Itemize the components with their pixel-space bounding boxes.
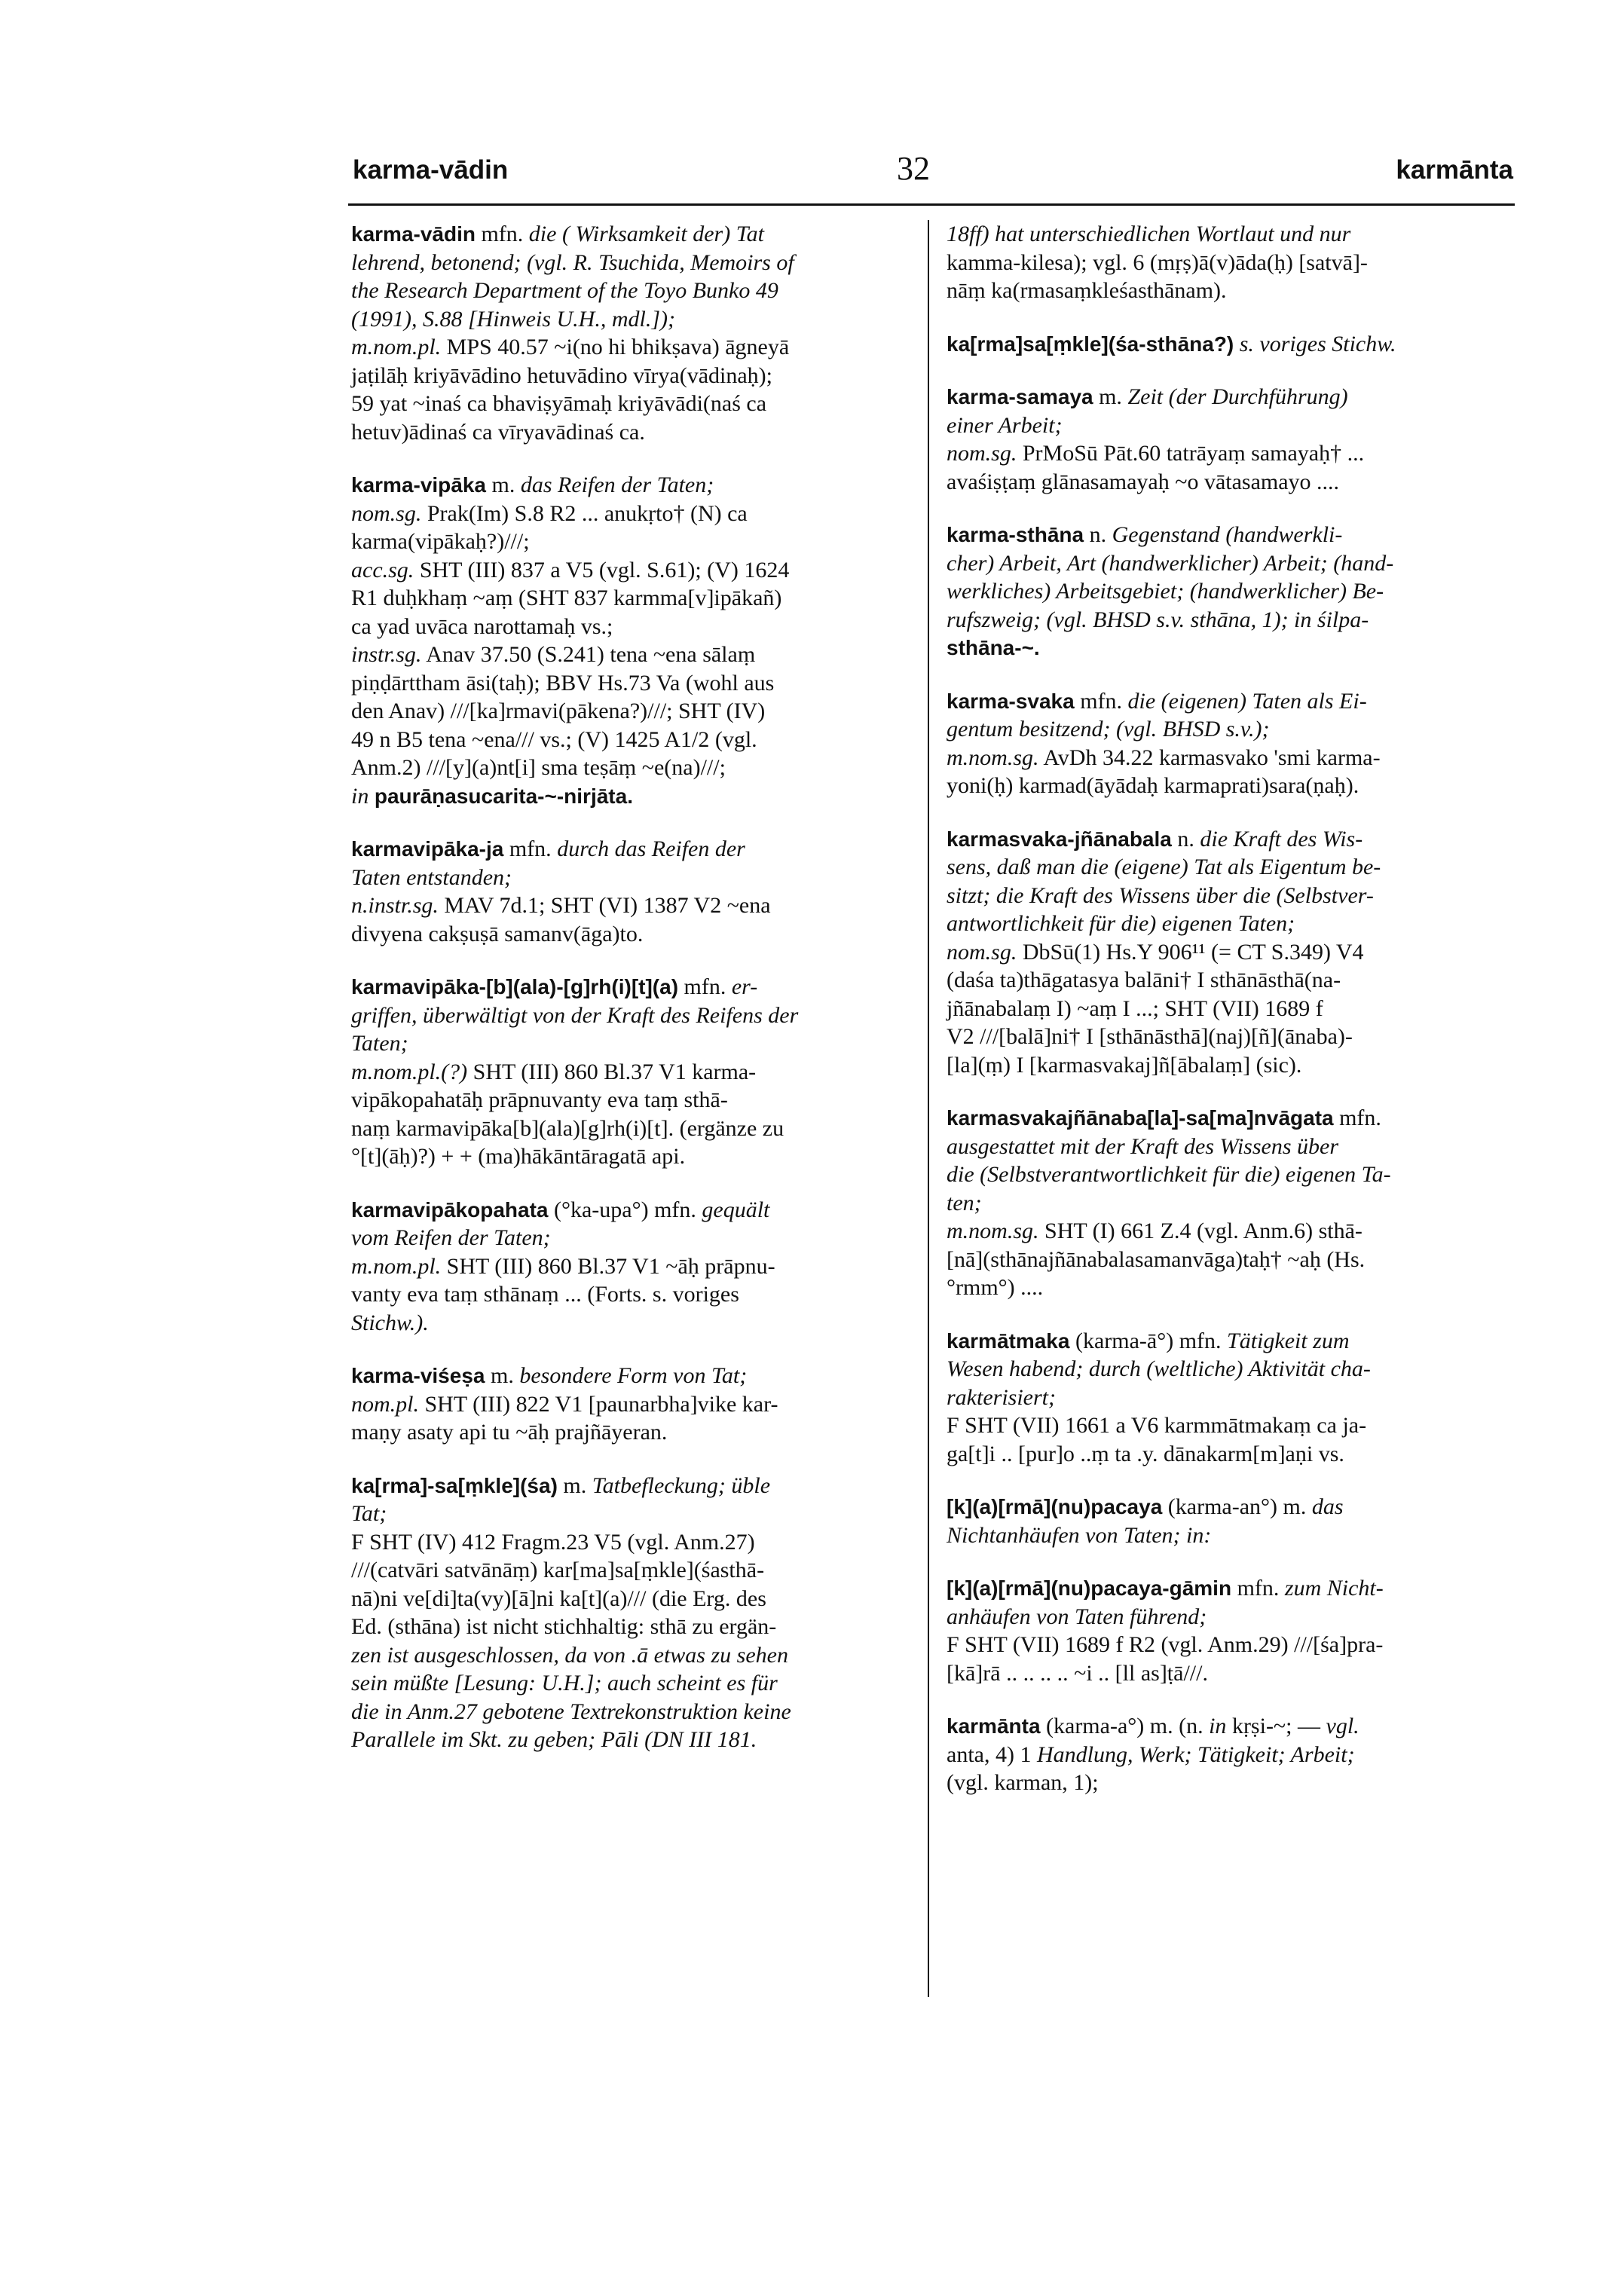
italic-text: Nichtanhäufen von Taten; in: xyxy=(947,1522,1212,1548)
entry-line xyxy=(947,1659,1508,1688)
entry-line xyxy=(351,1196,913,1225)
text-segment: SHT (III) 837 a V5 (vgl. S.61); (V) 1624 xyxy=(414,557,790,582)
headword: karmānta xyxy=(947,1714,1041,1738)
page-header xyxy=(353,150,1513,200)
dictionary-entry xyxy=(947,1712,1508,1797)
entry-line xyxy=(351,1390,913,1419)
entry-line xyxy=(351,277,913,305)
page-number: 32 xyxy=(897,150,930,187)
italic-text: das xyxy=(1311,1494,1344,1519)
text-segment: nā)ni ve[di]ta(vy)[ā]ni ka[t](a)/// (die Erg. des xyxy=(351,1585,766,1611)
dictionary-entry xyxy=(351,1362,913,1447)
italic-text: rufszweig; (vgl. BHSD s.v. sthāna, 1); in śilpa- xyxy=(947,607,1369,632)
entry-line xyxy=(947,1023,1508,1051)
italic-text: nom.sg. xyxy=(947,441,1017,466)
headword: karma-viśeṣa xyxy=(351,1364,485,1387)
dictionary-entry xyxy=(947,687,1508,800)
italic-text: vom Reifen der Taten; xyxy=(351,1225,551,1250)
entry-line xyxy=(351,249,913,277)
entry-line xyxy=(947,1355,1508,1384)
entry-line xyxy=(947,995,1508,1023)
headword: ka[rma]-sa[ṃkle](śa) xyxy=(351,1473,558,1497)
entry-line xyxy=(351,362,913,390)
italic-text: m.nom.pl.(?) xyxy=(351,1059,468,1084)
italic-text: die (Selbstverantwortlichkeit für die) eigenen Ta- xyxy=(947,1162,1391,1187)
entry-line xyxy=(351,697,913,726)
entry-line xyxy=(947,606,1508,634)
dictionary-entry xyxy=(351,835,913,948)
italic-text: vgl. xyxy=(1326,1714,1359,1738)
text-segment: F SHT (IV) 412 Fragm.23 V5 (vgl. Anm.27) xyxy=(351,1529,755,1555)
italic-text: sens, daß man die (eigene) Tat als Eigentum be- xyxy=(947,855,1381,879)
entry-line xyxy=(351,754,913,782)
text-segment: m. xyxy=(485,1363,520,1388)
italic-text: in xyxy=(1209,1714,1227,1738)
dictionary-entry xyxy=(351,220,913,446)
entry-line xyxy=(947,687,1508,716)
entry-line xyxy=(947,1411,1508,1440)
headword: karma-vipāka xyxy=(351,473,487,497)
italic-text: Handlung, Werk; Tätigkeit; Arbeit; xyxy=(1036,1741,1355,1767)
dictionary-entry xyxy=(947,1104,1508,1302)
text-segment: ///(catvāri satvānāṃ) kar[ma]sa[ṃkle](śasthā- xyxy=(351,1558,765,1582)
italic-text: werkliches) Arbeitsgebiet; (handwerklicher) Be- xyxy=(947,579,1384,604)
text-segment: (karma-a°) m. (n. xyxy=(1040,1714,1210,1738)
entry-line xyxy=(351,891,913,920)
entry-line xyxy=(947,1246,1508,1274)
entry-line xyxy=(947,439,1508,468)
text-segment: 49 n B5 tena ~ena/// vs.; (V) 1425 A1/2 (vgl. xyxy=(351,726,757,752)
italic-text: zen ist ausgeschlossen, da von .ā etwas zu sehen xyxy=(351,1642,788,1668)
dictionary-entry xyxy=(947,1327,1508,1469)
entry-line xyxy=(947,1327,1508,1356)
headword: [k](a)[rmā](nu)pacaya-gāmin xyxy=(947,1576,1232,1600)
text-segment: (daśa ta)thāgatasya balāni† I sthānāsthā(na- xyxy=(947,968,1341,992)
entry-line xyxy=(947,882,1508,910)
italic-text: instr.sg. xyxy=(351,642,422,667)
italic-text: besondere Form von Tat; xyxy=(519,1363,748,1388)
italic-text: acc.sg. xyxy=(351,557,414,582)
entry-line xyxy=(351,782,913,811)
entry-line xyxy=(351,1224,913,1252)
text-segment: mfn. xyxy=(678,974,732,999)
entry-line xyxy=(351,1418,913,1447)
entry-line xyxy=(947,249,1508,277)
italic-text: n.instr.sg. xyxy=(351,893,439,918)
text-segment: naṃ karmavipāka[b](ala)[g]rh(i)[t]. (ergänze zu xyxy=(351,1115,784,1141)
italic-text: Tätigkeit zum xyxy=(1227,1328,1350,1353)
text-segment: kṛṣi-~; — xyxy=(1226,1714,1326,1738)
text-segment: hetuv)ādinaś ca vīryavādinaś ca. xyxy=(351,419,645,445)
entry-line xyxy=(351,1585,913,1613)
entry-line xyxy=(351,1058,913,1087)
italic-text: Tat; xyxy=(351,1501,387,1526)
text-segment: SHT (III) 860 Bl.37 V1 karma- xyxy=(467,1059,757,1084)
text-segment: MAV 7d.1; SHT (VI) 1387 V2 ~ena xyxy=(438,893,771,918)
text-segment: vipākopahatāḥ prāpnuvanty eva taṃ sthā- xyxy=(351,1087,728,1112)
text-segment: karma(vipākaḥ?)///; xyxy=(351,529,530,554)
entry-line xyxy=(947,220,1508,249)
entry-line xyxy=(947,1189,1508,1218)
dictionary-entry xyxy=(351,471,913,810)
text-segment: PrMoSū Pāt.60 tatrāyaṃ samayaḥ† ... xyxy=(1017,441,1365,466)
entry-line xyxy=(351,471,913,500)
text-segment: AvDh 34.22 karmasvako 'smi karma- xyxy=(1038,745,1381,770)
headword: karmātmaka xyxy=(947,1329,1070,1353)
entry-line xyxy=(351,333,913,362)
italic-text: m.nom.pl. xyxy=(351,1253,442,1279)
text-segment: mfn. xyxy=(475,222,529,246)
text-segment: °rmm°) .... xyxy=(947,1275,1044,1300)
italic-text: m.nom.sg. xyxy=(947,1219,1039,1243)
italic-text: antwortlichkeit für die) eigenen Taten; xyxy=(947,911,1295,936)
entry-line xyxy=(947,277,1508,305)
text-segment: Anm.2) ///[y](a)nt[i] sma teṣāṃ ~e(na)///; xyxy=(351,755,726,780)
italic-text: Stichw.). xyxy=(351,1310,429,1335)
text-segment: °[t](āḥ)?) + + (ma)hākāntāragatā api. xyxy=(351,1144,686,1169)
italic-text: ten; xyxy=(947,1190,982,1215)
italic-text: (1991), S.88 [Hinweis U.H., mdl.]); xyxy=(351,306,675,332)
text-segment: mfn. xyxy=(503,836,558,861)
headword: karma-vādin xyxy=(351,222,476,246)
entry-line xyxy=(947,330,1508,359)
italic-text: zum Nicht- xyxy=(1284,1576,1384,1601)
entry-line xyxy=(947,1574,1508,1603)
entry-line xyxy=(947,715,1508,744)
entry-line xyxy=(947,383,1508,411)
text-segment: R1 duḥkhaṃ ~aṃ (SHT 837 karmma[v]ipākañ) xyxy=(351,586,782,610)
left-column xyxy=(351,220,913,1779)
entry-line xyxy=(351,1115,913,1143)
text-segment: F SHT (VII) 1689 f R2 (vgl. Anm.29) ///[śa]pra- xyxy=(947,1632,1384,1657)
text-segment: maṇy asaty api tu ~āḥ prajñāyeran. xyxy=(351,1420,668,1445)
entry-line xyxy=(947,1521,1508,1550)
entry-line xyxy=(351,220,913,249)
italic-text: s. voriges Stichw. xyxy=(1234,331,1396,356)
entry-line xyxy=(947,1603,1508,1631)
text-segment: 59 yat ~inaś ca bhaviṣyāmaḥ kriyāvādi(naś ca xyxy=(351,391,767,416)
dictionary-entry xyxy=(947,521,1508,662)
italic-text: das Reifen der Taten; xyxy=(520,472,714,497)
entry-line xyxy=(351,920,913,949)
entry-line xyxy=(947,1741,1508,1769)
text-segment: n. xyxy=(1084,522,1112,547)
italic-text: sein müßte [Lesung: U.H.]; auch scheint es für xyxy=(351,1671,778,1696)
entry-line xyxy=(351,1280,913,1309)
italic-text: lehrend, betonend; (vgl. R. Tsuchida, Memoirs of xyxy=(351,249,794,275)
text-segment: SHT (III) 822 V1 [paunarbha]vike kar- xyxy=(419,1391,778,1417)
headword: karmavipāka-[b](ala)-[g]rh(i)[t](a) xyxy=(351,975,679,998)
headword: karmavipāka-ja xyxy=(351,837,504,861)
italic-text: die ( Wirksamkeit der) Tat xyxy=(528,222,764,246)
text-segment: avaśiṣṭaṃ glānasamayaḥ ~o vātasamayo .... xyxy=(947,469,1340,494)
entry-line xyxy=(351,1309,913,1338)
dictionary-entry xyxy=(947,330,1508,359)
headword: karma-samaya xyxy=(947,385,1093,408)
text-segment: piṇḍārttham āsi(taḥ); BBV Hs.73 Va (wohl aus xyxy=(351,670,775,696)
text-segment: F SHT (VII) 1661 a V6 karmmātmakaṃ ca ja- xyxy=(947,1413,1367,1438)
dictionary-entry xyxy=(947,825,1508,1080)
text-segment: Anav 37.50 (S.241) tena ~ena sālaṃ xyxy=(421,642,756,667)
text-segment: vanty eva taṃ sthānaṃ ... (Forts. s. voriges xyxy=(351,1282,739,1307)
italic-text: Tatbefleckung; üble xyxy=(592,1472,771,1498)
entry-line xyxy=(947,938,1508,967)
header-left-guideword: karma-vādin xyxy=(353,155,509,185)
italic-text: sitzt; die Kraft des Wissens über die (Selbstver- xyxy=(947,882,1374,908)
entry-line xyxy=(351,613,913,641)
text-segment: m. xyxy=(486,472,521,497)
entry-line xyxy=(351,1001,913,1030)
entry-line xyxy=(351,1528,913,1557)
entry-line xyxy=(947,521,1508,549)
italic-text: durch das Reifen der xyxy=(557,836,745,861)
italic-text: nom.sg. xyxy=(947,939,1017,965)
entry-line xyxy=(947,853,1508,882)
entry-line xyxy=(947,1440,1508,1469)
entry-line xyxy=(947,1104,1508,1133)
italic-text: nom.pl. xyxy=(351,1391,419,1417)
text-segment: ga[t]i .. [pur]o ..ṃ ta .y. dānakarm[m]aṇi vs. xyxy=(947,1441,1344,1466)
headword: karmavipākopahata xyxy=(351,1197,549,1222)
entry-line xyxy=(947,1493,1508,1521)
entry-line xyxy=(351,556,913,585)
text-segment: yoni(ḥ) karmad(āyādaḥ karmaprati)sara(ṇaḥ). xyxy=(947,773,1359,798)
entry-line xyxy=(351,973,913,1001)
italic-text: anhäufen von Taten führend; xyxy=(947,1604,1207,1629)
header-rule xyxy=(348,203,1515,206)
right-column xyxy=(947,220,1508,1822)
entry-line xyxy=(351,864,913,892)
text-segment: [la](ṃ) I [karmasvakaj]ñ[ābalaṃ] (sic). xyxy=(947,1052,1302,1078)
entry-line xyxy=(351,726,913,754)
italic-text: cher) Arbeit, Art (handwerklicher) Arbeit; (hand- xyxy=(947,550,1394,576)
entry-line xyxy=(947,744,1508,772)
text-segment: mfn. xyxy=(1333,1105,1381,1130)
italic-text: Parallele im Skt. zu geben; Pāli (DN III 181. xyxy=(351,1727,757,1752)
text-segment: n. xyxy=(1171,826,1200,852)
italic-text: die Kraft des Wis- xyxy=(1200,826,1363,852)
text-segment: (°ka-upa°) mfn. xyxy=(548,1197,702,1222)
entry-line xyxy=(351,1641,913,1670)
entry-line xyxy=(947,577,1508,606)
text-segment: (karma-ā°) mfn. xyxy=(1069,1328,1228,1353)
text-segment: [nā](sthānajñānabalasamanvāga)taḥ† ~aḥ (Hs. xyxy=(947,1246,1366,1272)
entry-line xyxy=(947,1274,1508,1302)
text-segment: divyena cakṣuṣā samanv(āga)to. xyxy=(351,921,644,946)
entry-line xyxy=(351,641,913,669)
text-segment: DbSū(1) Hs.Y 906¹¹ (= CT S.349) V4 xyxy=(1017,939,1364,965)
text-segment: Ed. (sthāna) ist nicht stichhaltig: sthā zu ergän- xyxy=(351,1614,777,1639)
dictionary-entry xyxy=(947,1493,1508,1549)
entry-line xyxy=(947,1217,1508,1246)
text-segment: mfn. xyxy=(1074,688,1128,714)
entry-line xyxy=(351,1698,913,1726)
entry-line xyxy=(947,549,1508,578)
text-segment: m. xyxy=(1093,384,1128,409)
italic-text: Gegenstand (handwerkli- xyxy=(1112,522,1343,547)
italic-text: Zeit (der Durchführung) xyxy=(1127,384,1348,409)
entry-line xyxy=(947,411,1508,440)
headword: [k](a)[rmā](nu)pacaya xyxy=(947,1495,1163,1518)
text-segment: Prak(Im) S.8 R2 ... anukṛto† (N) ca xyxy=(421,500,748,526)
entry-line xyxy=(947,468,1508,497)
entry-line xyxy=(351,1500,913,1528)
italic-text: m.nom.pl. xyxy=(351,335,442,359)
text-segment: ca yad uvāca narottamaḥ vs.; xyxy=(351,613,613,639)
text-segment: SHT (I) 661 Z.4 (vgl. Anm.6) sthā- xyxy=(1038,1219,1363,1243)
dictionary-entry xyxy=(351,1196,913,1338)
entry-line xyxy=(351,500,913,528)
italic-text: 18ff) hat unterschiedlichen Wortlaut und nur xyxy=(947,222,1351,246)
italic-text: gentum besitzend; (vgl. BHSD s.v.); xyxy=(947,717,1270,741)
text-segment: jaṭilāḥ kriyāvādino hetuvādino vīrya(vādinaḥ); xyxy=(351,362,772,388)
headword: karmasvaka-jñānabala xyxy=(947,827,1172,851)
entry-line xyxy=(351,527,913,556)
italic-text: gequält xyxy=(702,1197,770,1222)
entry-line xyxy=(351,305,913,334)
entry-line xyxy=(351,584,913,613)
entry-line xyxy=(351,1252,913,1281)
text-segment: (vgl. karman, 1); xyxy=(947,1770,1099,1795)
text-segment: MPS 40.57 ~i(no hi bhikṣava) āgneyā xyxy=(441,335,790,359)
italic-text: m.nom.sg. xyxy=(947,745,1039,770)
text-segment: [kā]rā .. .. .. .. ~i .. [ll as]ṭā///. xyxy=(947,1660,1208,1686)
headword: karma-svaka xyxy=(947,689,1075,713)
entry-line xyxy=(947,1051,1508,1080)
entry-line xyxy=(947,910,1508,938)
text-segment: SHT (III) 860 Bl.37 V1 ~āḥ prāpnu- xyxy=(441,1253,775,1279)
entry-line xyxy=(351,1472,913,1500)
italic-text: in xyxy=(351,783,375,809)
headword: karmasvakajñānaba[la]-sa[ma]nvāgata xyxy=(947,1106,1334,1130)
entry-line xyxy=(947,1769,1508,1797)
headword: ka[rma]sa[ṃkle](śa-sthāna?) xyxy=(947,332,1234,356)
dictionary-entry xyxy=(947,220,1508,305)
entry-line xyxy=(351,1029,913,1058)
entry-line xyxy=(947,966,1508,995)
entry-line xyxy=(351,1362,913,1390)
italic-text: die in Anm.27 gebotene Textrekonstruktion keine xyxy=(351,1699,791,1724)
dictionary-entry xyxy=(351,1472,913,1754)
entry-line xyxy=(351,669,913,698)
italic-text: rakterisiert; xyxy=(947,1384,1056,1410)
italic-text: nom.sg. xyxy=(351,500,422,526)
text-segment: m. xyxy=(557,1472,592,1498)
dictionary-entry xyxy=(947,1574,1508,1687)
dictionary-entry xyxy=(947,383,1508,496)
text-segment: kamma-kilesa); vgl. 6 (mṛṣ)ā(v)āda(ḥ) [satvā]- xyxy=(947,249,1368,275)
entry-line xyxy=(947,1133,1508,1161)
text-segment: nāṃ ka(rmasaṃkleśasthānam). xyxy=(947,278,1227,303)
entry-line xyxy=(947,1631,1508,1659)
italic-text: ausgestattet mit der Kraft des Wissens über xyxy=(947,1133,1338,1159)
entry-line xyxy=(947,634,1508,662)
italic-text: einer Arbeit; xyxy=(947,412,1063,438)
text-segment: den Anav) ///[ka]rmavi(pākena?)///; SHT (IV) xyxy=(351,699,766,723)
entry-line xyxy=(947,1712,1508,1741)
text-segment: mfn. xyxy=(1231,1576,1285,1601)
column-divider xyxy=(928,220,929,1997)
entry-line xyxy=(351,1613,913,1641)
headword: karma-sthāna xyxy=(947,523,1084,546)
entry-line xyxy=(351,1086,913,1115)
headword: sthāna-~. xyxy=(947,636,1040,659)
entry-line xyxy=(351,1726,913,1754)
text-segment: jñānabalaṃ I) ~aṃ I ...; SHT (VII) 1689 f xyxy=(947,995,1323,1021)
italic-text: Wesen habend; durch (weltliche) Aktivität cha- xyxy=(947,1356,1371,1381)
entry-line xyxy=(351,390,913,418)
entry-line xyxy=(947,825,1508,854)
headword: paurāṇasucarita-~-nirjāta. xyxy=(374,784,633,808)
italic-text: er- xyxy=(731,974,758,999)
entry-line xyxy=(351,1556,913,1585)
header-right-guideword: karmānta xyxy=(1396,155,1513,185)
entry-line xyxy=(351,418,913,447)
italic-text: griffen, überwältigt von der Kraft des Reifens der xyxy=(351,1002,799,1028)
entry-line xyxy=(351,1669,913,1698)
text-segment: (karma-an°) m. xyxy=(1162,1494,1312,1519)
entry-line xyxy=(351,1142,913,1171)
text-segment: anta, 4) 1 xyxy=(947,1741,1037,1767)
italic-text: die (eigenen) Taten als Ei- xyxy=(1127,688,1367,714)
italic-text: Taten; xyxy=(351,1031,408,1056)
entry-line xyxy=(351,835,913,864)
entry-line xyxy=(947,772,1508,800)
text-segment: V2 ///[balā]ni† I [sthānāsthā](naj)[ñ](ānaba)- xyxy=(947,1024,1353,1049)
dictionary-entry xyxy=(351,973,913,1171)
entry-line xyxy=(947,1384,1508,1412)
italic-text: Taten entstanden; xyxy=(351,864,512,890)
entry-line xyxy=(947,1160,1508,1189)
italic-text: the Research Department of the Toyo Bunko 49 xyxy=(351,278,778,303)
